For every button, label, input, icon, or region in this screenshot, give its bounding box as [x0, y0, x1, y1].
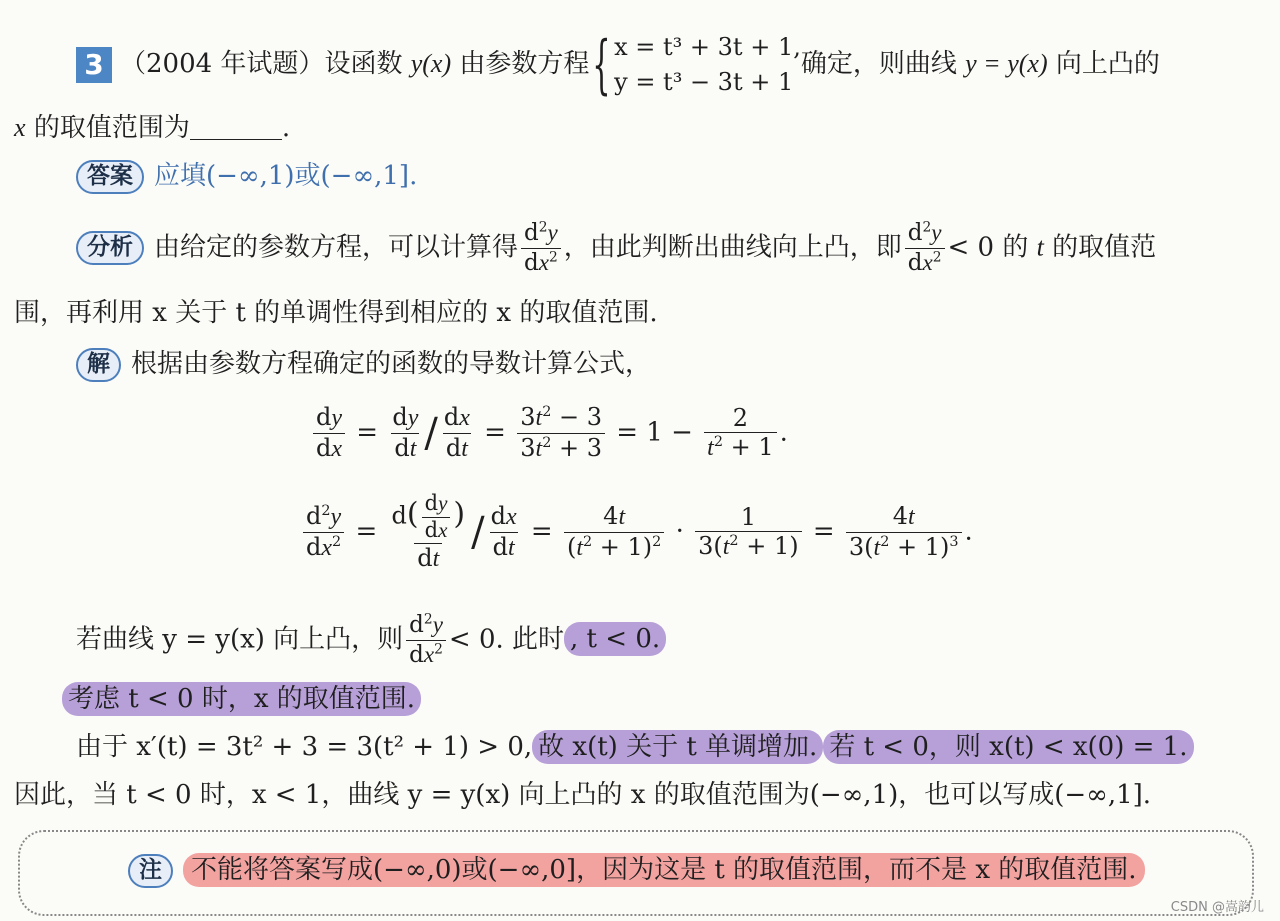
year-tag: （2004 年试题） [120, 48, 325, 79]
concave-condition-line: 若曲线 y = y(x) 向上凸，则 $\frac{d^2y}{dx^2}$ < 0. 此时 , t < 0. [76, 612, 666, 669]
note-line [128, 854, 1145, 888]
highlight-monotonic: 故 x(t) 关于 t 单调增加. [532, 730, 823, 764]
question-line-2: x 的取值范围为 . [14, 113, 291, 143]
answer-badge: 答案 [76, 160, 144, 194]
highlight-note: 不能将答案写成(−∞,0)或(−∞,0]，因为这是 t 的取值范围，而不是 x 的取值范围. [183, 853, 1145, 887]
answer-blank [190, 139, 282, 140]
answer-line [76, 160, 417, 194]
parametric-system: x = t³ + 3t + 1, y = t³ − 3t + 1 [614, 33, 801, 96]
highlight-consider: 考虑 t < 0 时，x 的取值范围. [62, 682, 421, 716]
second-derivative-fraction: $\frac{d^2y}{dx^2}$ [521, 220, 561, 277]
watermark: CSDN @嵩韵儿 [1170, 900, 1264, 915]
question-number: 3 [76, 47, 112, 83]
note-badge: 注 [128, 854, 173, 888]
highlight-t-negative: , t < 0. [564, 622, 666, 656]
analysis-line-1: 分析 由给定的参数方程，可以计算得 $\frac{d^2y}{dx^2}$ ，由此判断出曲线向上凸，即 $\frac{d^2y}{dx^2}$ < 0 的 t 的取值范 [76, 220, 1156, 277]
highlight-bound: 若 t < 0，则 x(t) < x(0) = 1. [823, 730, 1193, 764]
answer-text: 应填(−∞,1)或(−∞,1]. [154, 160, 418, 191]
solution-intro: 解 根据由参数方程确定的函数的导数计算公式， [76, 348, 651, 382]
monotonic-line: 由于 x′(t) = 3t² + 3 = 3(t² + 1) > 0, 故 x(t) 关于 t 单调增加. 若 t < 0，则 x(t) < x(0) = 1. [76, 732, 1194, 763]
formula-first-derivative: $\frac{dy}{dx}$ = $\frac{dy}{dt}$ / $\frac{dx}{dt}$ = $\frac{3t^2 - 3}{3t^2 + 3}$ = 1 − $\frac{2}{t^2 + 1}$ . [310, 404, 788, 463]
consider-line [62, 684, 421, 715]
analysis-line-2: 围，再利用 x 关于 t 的单调性得到相应的 x 的取值范围. [14, 298, 658, 328]
formula-second-derivative: $\frac{d^2y}{dx^2}$ = d( $\frac{dy}{dx}$ ) dt / $\frac{dx}{dt}$ = $\frac{4t}{(t^2 + 1)^2}$ · $\frac{1}{3(t^2 + 1)}$ = $\frac{4t}{3(t^2 + 1)^3}$ . [300, 492, 973, 573]
solution-badge: 解 [76, 348, 121, 382]
conclusion-line: 因此，当 t < 0 时，x < 1，曲线 y = y(x) 向上凸的 x 的取值范围为(−∞,1)，也可以写成(−∞,1]. [14, 780, 1152, 810]
analysis-badge: 分析 [76, 231, 144, 265]
brace-icon: { [592, 27, 611, 102]
question-line-1: 3 （2004 年试题）设函数 y(x) 由参数方程{ x = t³ + 3t + 1, y = t³ − 3t + 1 确定，则曲线 y = y(x) 向上凸的 [76, 30, 1160, 100]
